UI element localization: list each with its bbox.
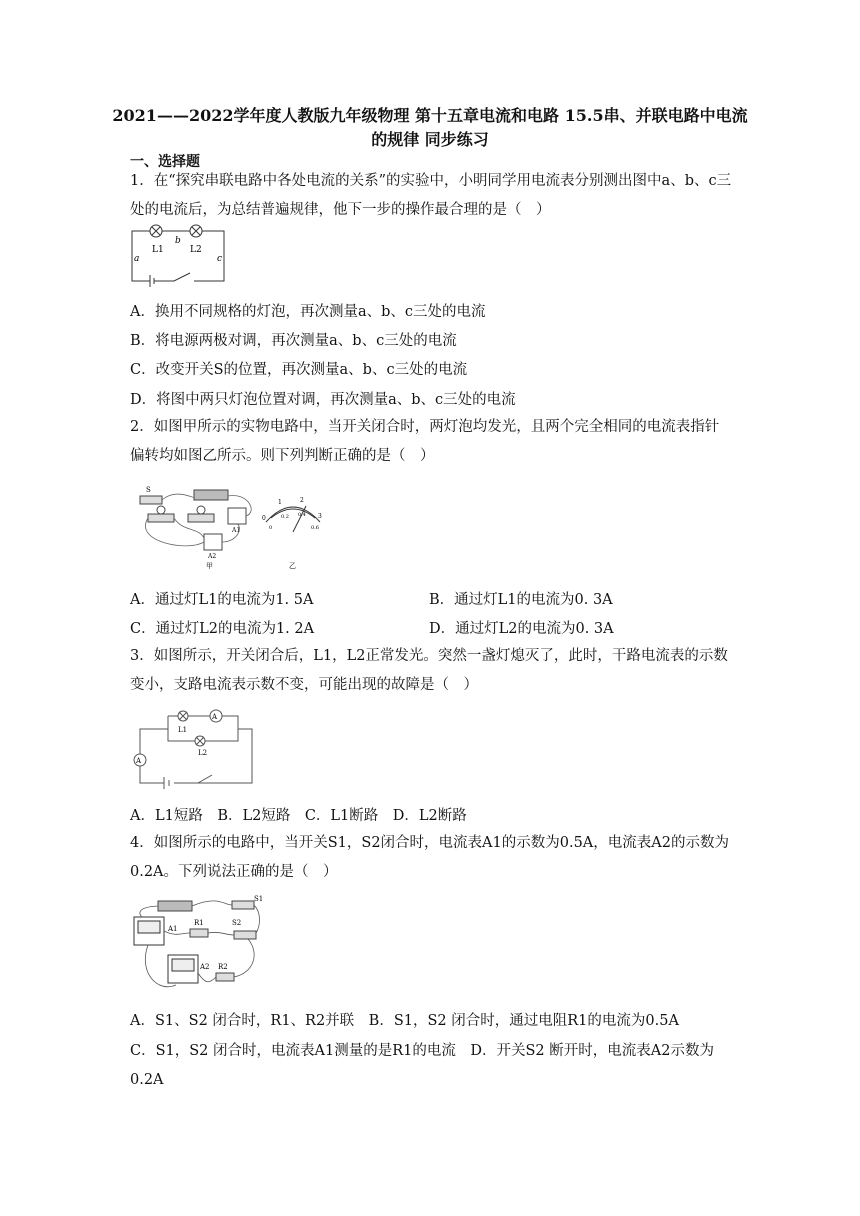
q2-option-a[interactable]: A．通过灯L1的电流为1. 5A	[130, 592, 314, 608]
q2-scale-04: 0.4	[298, 512, 306, 518]
q4-physical-circuit-diagram	[128, 893, 266, 1001]
q2-a2-label: A2	[208, 553, 217, 560]
q1-a-label: a	[134, 254, 140, 264]
q1-b-label: b	[175, 236, 181, 246]
q3-ammeter-branch: A	[212, 713, 218, 721]
q4-a2-label: A2	[200, 963, 210, 971]
q4-option-cd[interactable]: C．S1，S2 闭合时，电流表A1测量的是R1的电流 D．开关S2 断开时，电流表A2示数为0.2A	[130, 1043, 714, 1088]
question-1-stem: 1．在“探究串联电路中各处电流的关系”的实验中，小明同学用电流表分别测出图中a、b、c三处的电流后，为总结普遍规律，他下一步的操作最合理的是（ ）	[130, 173, 732, 218]
q3-parallel-circuit-diagram	[128, 705, 260, 789]
q4-s1-label: S1	[254, 895, 264, 903]
q3-l2-label: L2	[198, 749, 208, 757]
question-4-stem: 4．如图所示的电路中，当开关S1，S2闭合时，电流表A1的示数为0.5A，电流表A2的示数为0.2A。下列说法正确的是（ ）	[130, 835, 729, 880]
q3-options[interactable]: A．L1短路 B．L2短路 C．L1断路 D．L2断路	[130, 808, 467, 824]
q2-tick-0: 0	[262, 515, 266, 522]
question-2-stem: 2．如图甲所示的实物电路中，当开关闭合时，两灯泡均发光，且两个完全相同的电流表指针偏转均如图乙所示。则下列判断正确的是（ ）	[130, 419, 720, 464]
q4-s2-label: S2	[232, 919, 242, 927]
q2-option-b[interactable]: B．通过灯L1的电流为0. 3A	[429, 592, 613, 608]
q3-ammeter-main: A	[136, 757, 142, 765]
q1-option-d[interactable]: D．将图中两只灯泡位置对调，再次测量a、b、c三处的电流	[130, 392, 516, 408]
q2-a1-label: A1	[232, 527, 241, 534]
q4-option-ab[interactable]: A．S1、S2 闭合时，R1、R2并联 B．S1，S2 闭合时，通过电阻R1的电流为0.5A	[130, 1013, 679, 1029]
q2-option-c[interactable]: C．通过灯L2的电流为1. 2A	[130, 621, 315, 637]
q2-option-d[interactable]: D．通过灯L2的电流为0. 3A	[429, 621, 614, 637]
q2-yi-label: 乙	[289, 562, 296, 570]
q4-r1-label: R1	[194, 919, 204, 927]
page-title: 2021——2022学年度人教版九年级物理 第十五章电流和电路 15.5串、并联电路中电流的规律 同步练习	[112, 106, 748, 149]
q2-tick-3: 3	[318, 513, 322, 520]
q4-r2-label: R2	[218, 963, 228, 971]
q2-scale-02: 0.2	[281, 514, 289, 520]
q1-option-b[interactable]: B．将电源两极对调，再次测量a、b、c三处的电流	[130, 333, 457, 349]
q1-option-c[interactable]: C．改变开关S的位置，再次测量a、b、c三处的电流	[130, 362, 468, 378]
q4-a1-label: A1	[168, 925, 178, 933]
q2-scale-06: 0.6	[311, 525, 319, 531]
q2-switch-label: S	[146, 486, 151, 494]
q2-scale-0: 0	[269, 525, 273, 531]
q1-l1-label: L1	[152, 245, 164, 255]
q1-option-a[interactable]: A．换用不同规格的灯泡，再次测量a、b、c三处的电流	[130, 304, 486, 320]
q1-series-circuit-diagram	[128, 223, 228, 293]
section-heading: 一、选择题	[130, 154, 200, 170]
q1-c-label: c	[217, 254, 223, 264]
q3-l1-label: L1	[178, 726, 188, 734]
q2-tick-1: 1	[278, 499, 282, 506]
q2-physical-circuit-and-meter	[128, 482, 333, 572]
question-3-stem: 3．如图所示，开关闭合后，L1，L2正常发光。突然一盏灯熄灭了，此时，干路电流表的示数变小，支路电流表示数不变，可能出现的故障是（ ）	[130, 648, 728, 693]
q2-tick-2: 2	[300, 497, 304, 504]
q1-l2-label: L2	[190, 245, 202, 255]
q2-jia-label: 甲	[206, 562, 213, 570]
